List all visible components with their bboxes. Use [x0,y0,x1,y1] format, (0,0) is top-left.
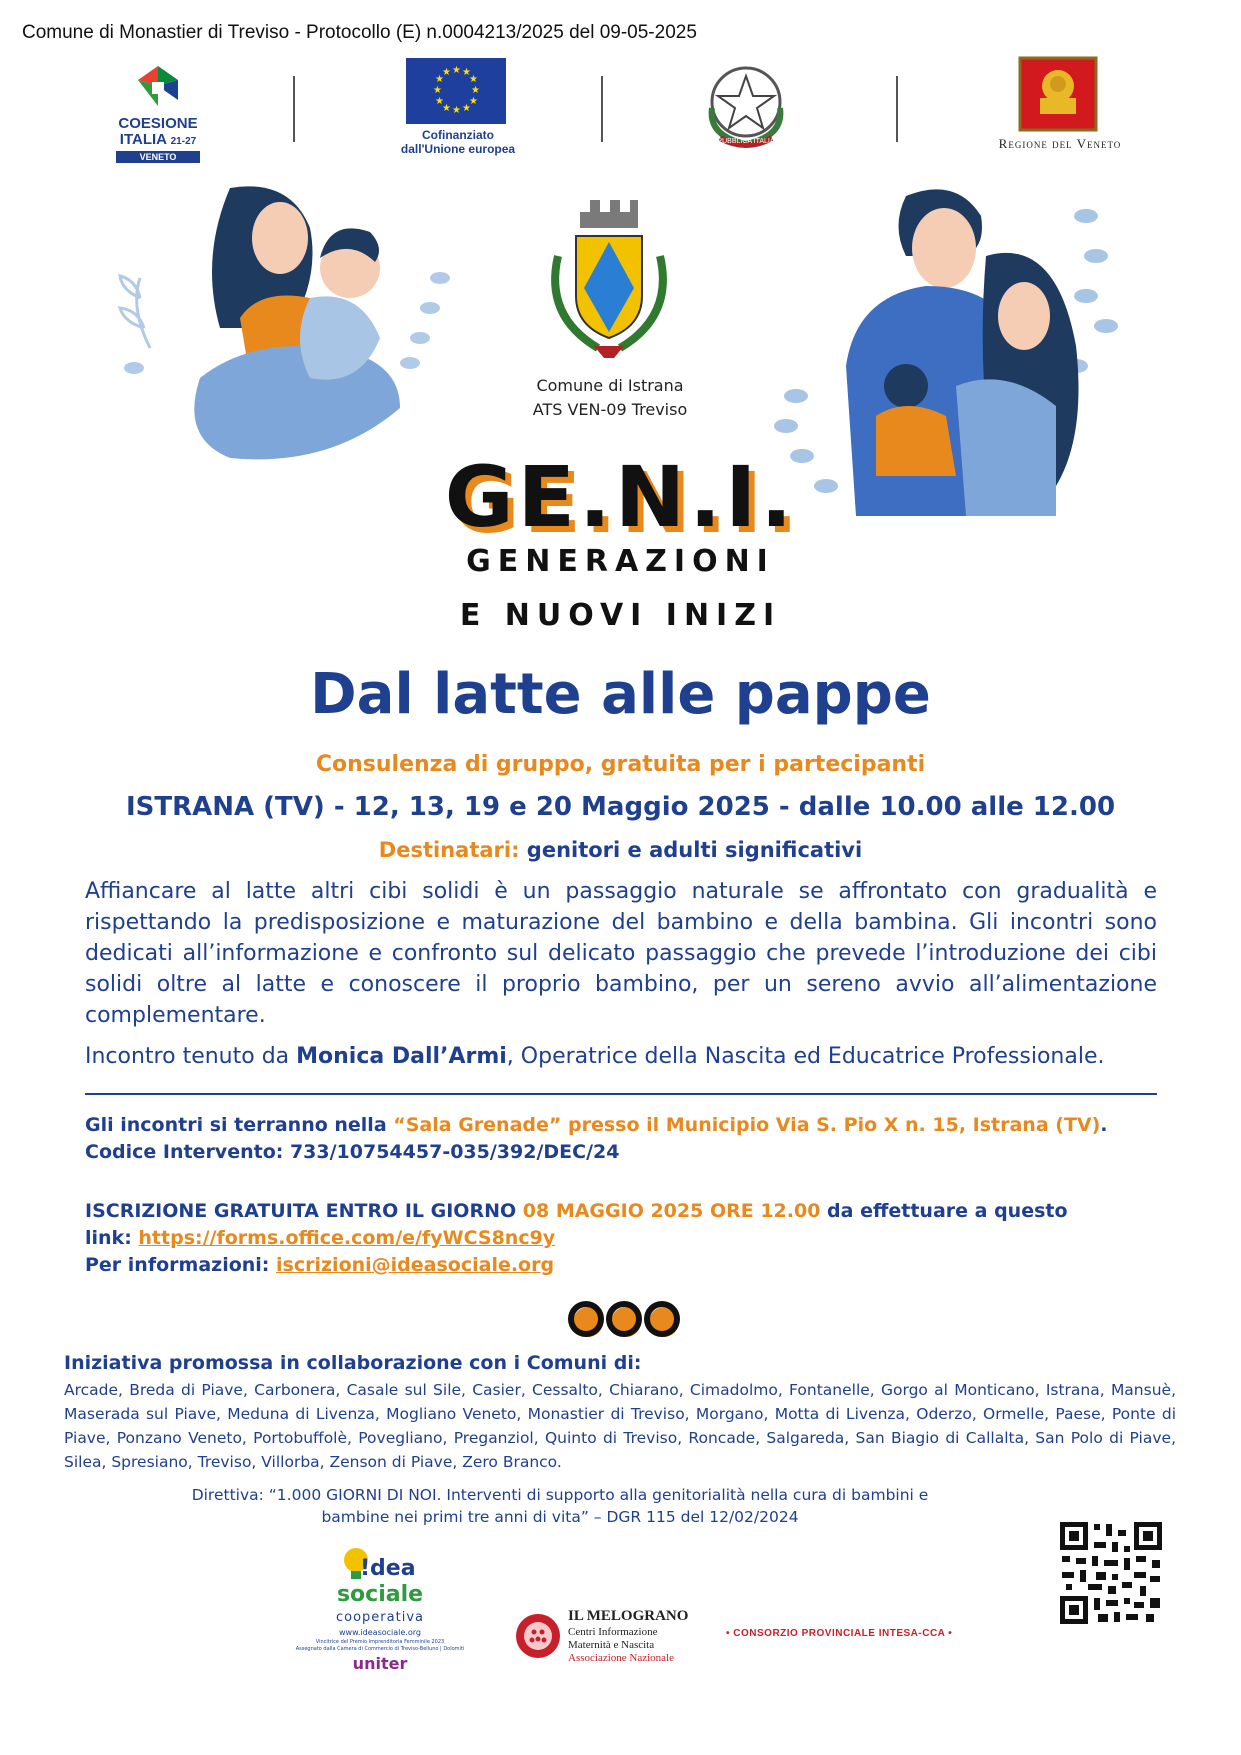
svg-text:★: ★ [435,74,444,85]
svg-text:★: ★ [469,96,478,107]
coesione-line2: ITALIA [119,131,167,148]
contact-email-link[interactable]: iscrizioni@ideasociale.org [276,1254,555,1276]
comuni-list: Arcade, Breda di Piave, Carbonera, Casale sul Sile, Casier, Cessalto, Chiarano, Cimadolmo, Fontanelle, Gorgo al Monticano, Istrana, Mansuè, Maserada sul Piave, Meduna di Livenza, Mogliano Veneto, Monastier di Treviso, Morgano, Motta di Livenza, Oderzo, Ormelle, Paese, Ponte di Piave, Ponzano Veneto, Portobuffolè, Povegliano, Preganziol, Quinto di Treviso, Roncade, Salgareda, San Biagio di Callalta, San Polo di Piave, Silea, Spresiano, Treviso, Villorba, Zenson di Piave, Zero Branco. [64,1381,1176,1471]
veneto-caption: Regione del Veneto [998,136,1122,151]
coesione-mark-icon [108,60,208,112]
registration-link[interactable]: https://forms.office.com/e/fyWCS8nc9y [138,1227,556,1249]
logo-separator [896,76,898,142]
destinatari-value: genitori e adulti significativi [526,838,863,862]
repubblica-ring-text: REPUBBLICA ITALIANA [707,138,785,145]
iscrizione-prefix: ISCRIZIONE GRATUITA ENTRO IL GIORNO [85,1200,523,1222]
melograno-line3: Associazione Nazionale [568,1652,674,1664]
iscrizione-line [85,1198,1165,1225]
eu-caption-line2: dall'Unione europea [400,142,516,156]
istrana-caption [480,374,740,422]
qr-code[interactable] [1058,1520,1164,1626]
iscrizione-block [85,1198,1165,1279]
svg-text:★: ★ [469,74,478,85]
event-date-line: ISTRANA (TV) - 12, 13, 19 e 20 Maggio 2025 - dalle 10.00 alle 12.00 [125,792,1116,822]
codice-intervento: Codice Intervento: 733/10754457-035/392/DEC/24 [85,1141,620,1163]
veneto-logo [990,56,1130,166]
divider [85,1093,1157,1095]
main-title: Dal latte alle pappe [310,662,931,727]
geni-title: GE.N.I. [444,448,797,546]
svg-text:★: ★ [452,105,461,116]
description-paragraph: Affiancare al latte altri cibi solidi è un passaggio naturale se affrontato con gradualità e rispettando la predisposizione e maturazione del bambino e della bambina. Gli incontri sono dedicati all’informazione e confronto sul delicato passaggio che prevede l’introduzione dei cibi solidi oltre al latte e conoscere il proprio bambino, per un sereno avvio all’alimentazione complementare. [85,879,1157,1028]
iscrizione-link-line [85,1225,1165,1252]
svg-text:★: ★ [471,85,480,96]
speaker-name: Monica Dall’Armi [296,1044,507,1069]
geni-subtitle-2: E NUOVI INIZI [459,598,782,633]
consorzio-logo: • CONSORZIO PROVINCIALE INTESA-CCA • [726,1628,953,1639]
promossa-heading: Iniziativa promossa in collaborazione con i Comuni di: [64,1352,642,1374]
location-prefix: Gli incontri si terranno nella [85,1114,394,1136]
svg-text:★: ★ [442,103,451,114]
idea-url: www.ideasociale.org [339,1628,421,1637]
repubblica-emblem [698,56,794,152]
melograno-logo [512,1608,712,1678]
iscrizione-deadline: 08 MAGGIO 2025 ORE 12.00 [522,1200,821,1222]
coesione-logo [108,60,208,160]
speaker-suffix: , Operatrice della Nascita ed Educatrice Professionale. [506,1044,1105,1069]
mother-baby-illustration [110,178,470,478]
eu-flag-icon [406,58,506,124]
istrana-line1: Comune di Istrana [536,376,684,395]
coesione-years: 21-27 [170,136,197,147]
coesione-region: VENETO [116,151,200,163]
direttiva-line1: Direttiva: “1.000 GIORNI DI NOI. Interventi di supporto alla genitorialità nella cura di bambini e [191,1486,929,1504]
speaker-prefix: Incontro tenuto da [85,1044,297,1069]
protocol-header: Comune di Monastier di Treviso - Protocollo (E) n.0004213/2025 del 09-05-2025 [22,22,697,43]
logo-separator [293,76,295,142]
svg-text:★: ★ [435,96,444,107]
speaker-line [85,1044,1165,1069]
idea-line2: sociale [336,1582,424,1607]
idea-sociale-logo [295,1540,465,1700]
geni-subtitle-1: GENERAZIONI [466,544,775,579]
svg-text:★: ★ [462,67,471,78]
location-place: “Sala Grenade” presso il Municipio Via S. Pio X n. 15, Istrana (TV) [393,1114,1101,1136]
veneto-lion-icon [1018,56,1098,132]
coesione-line1: COESIONE [118,115,198,132]
informazioni-label: Per informazioni: [85,1254,277,1276]
eu-logo [398,58,518,158]
idea-award1: Vincitrice del Premio Imprenditoria Femminile 2023 [315,1639,445,1645]
eu-caption-line1: Cofinanziato [422,128,494,142]
location-block [85,1112,1165,1166]
idea-line1: !dea [360,1556,416,1581]
idea-award2: Assegnato dalla Camera di Commercio di Treviso-Belluno | Dolomiti [295,1646,465,1652]
consulenza-subtitle: Consulenza di gruppo, gratuita per i partecipanti [315,752,926,777]
idea-line3: cooperativa [336,1610,424,1625]
direttiva-line2: bambine nei primi tre anni di vita” – DGR 115 del 12/02/2024 [321,1508,799,1526]
logo-separator [601,76,603,142]
iscrizione-link-label: link: [85,1227,139,1249]
three-circles-decoration [568,1300,684,1340]
istrana-line2: ATS VEN-09 Treviso [532,400,688,419]
direttiva [0,1484,1120,1528]
pomegranate-icon [512,1608,564,1660]
iscrizione-suffix: da effettuare a questo [820,1200,1068,1222]
uniter-logo: uniter [352,1654,408,1673]
destinatari-label: Destinatari: [378,838,520,862]
location-line [85,1112,1165,1139]
location-suffix: . [1100,1114,1108,1136]
informazioni-line [85,1252,1165,1279]
svg-text:★: ★ [452,65,461,76]
destinatari-line [0,838,1241,862]
svg-text:★: ★ [433,85,442,96]
svg-text:★: ★ [442,67,451,78]
melograno-line2: Maternità e Nascita [568,1639,655,1651]
istrana-coat-of-arms [538,196,680,362]
melograno-line1: Centri Informazione [568,1626,658,1638]
svg-text:★: ★ [462,103,471,114]
melograno-name: IL MELOGRANO [568,1608,689,1624]
